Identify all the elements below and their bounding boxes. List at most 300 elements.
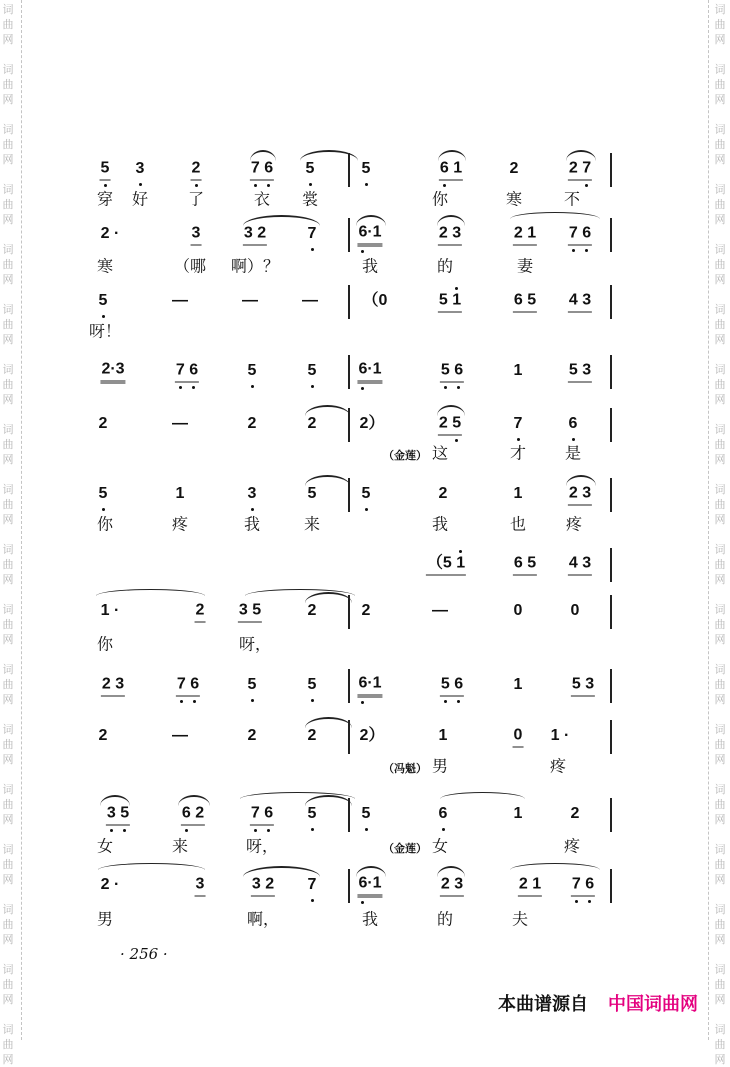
watermark-char: 词 xyxy=(714,1023,726,1036)
note: （5 1 xyxy=(426,555,466,576)
low-octave-dot xyxy=(267,829,270,832)
watermark-char: 词 xyxy=(2,963,14,976)
note: 2 3 xyxy=(438,225,462,246)
lyric: 不 xyxy=(563,189,581,209)
lyric: 了 xyxy=(187,189,205,209)
watermark-char: 曲 xyxy=(2,618,14,631)
watermark-char: 网 xyxy=(714,273,726,286)
low-octave-dot xyxy=(110,829,113,832)
note: 2 7 xyxy=(568,160,592,181)
watermark-char: 网 xyxy=(714,753,726,766)
low-octave-dot xyxy=(311,248,314,251)
watermark-char: 曲 xyxy=(714,558,726,571)
note: 7 xyxy=(513,415,523,432)
watermark-char: 曲 xyxy=(714,1038,726,1051)
bar-line xyxy=(348,478,350,512)
note: 2 xyxy=(98,415,108,432)
note: 2 1 xyxy=(518,876,542,897)
slur xyxy=(438,150,466,161)
note: 6·1 xyxy=(357,224,382,247)
watermark-char: 词 xyxy=(714,903,726,916)
lyric: 是 xyxy=(564,443,582,463)
low-octave-dot xyxy=(251,699,254,702)
low-octave-dot xyxy=(361,387,364,390)
watermark-char: 词 xyxy=(714,843,726,856)
watermark-char: 曲 xyxy=(2,18,14,31)
lyric: 来 xyxy=(171,836,189,856)
margin-dashed-line-left xyxy=(21,0,22,1040)
note: 5 xyxy=(307,362,317,379)
note: 7 xyxy=(307,876,317,893)
watermark-char: 曲 xyxy=(2,138,14,151)
watermark-char: 词 xyxy=(2,123,14,136)
note: 2 xyxy=(195,602,206,623)
slur xyxy=(178,795,210,806)
watermark-char: 曲 xyxy=(714,978,726,991)
slur xyxy=(250,150,276,161)
low-octave-dot xyxy=(457,386,460,389)
low-octave-dot xyxy=(185,829,188,832)
watermark-char: 网 xyxy=(714,1053,726,1066)
note: 7 6 xyxy=(571,876,595,897)
lyric: 也 xyxy=(509,514,527,534)
slur xyxy=(243,866,320,877)
note: 5 1 xyxy=(438,292,462,313)
note: 5 3 xyxy=(571,676,595,697)
lyric: 疼 xyxy=(171,514,189,534)
lyric: 夫 xyxy=(511,909,529,929)
note: 2 · xyxy=(100,225,120,242)
watermark-char: 曲 xyxy=(714,918,726,931)
footer-source-label: 本曲谱源自 xyxy=(498,994,588,1015)
note: — xyxy=(172,415,188,432)
low-octave-dot xyxy=(444,386,447,389)
watermark-char: 网 xyxy=(2,93,14,106)
watermark-char: 网 xyxy=(714,993,726,1006)
watermark-char: 网 xyxy=(714,93,726,106)
low-octave-dot xyxy=(572,249,575,252)
watermark-char: 曲 xyxy=(2,558,14,571)
note: 5 xyxy=(307,676,317,693)
note: 0 xyxy=(513,602,523,619)
watermark-char: 网 xyxy=(714,633,726,646)
slur xyxy=(243,215,320,226)
low-octave-dot xyxy=(251,385,254,388)
note: 3 5 xyxy=(106,805,130,826)
slur xyxy=(437,405,465,416)
watermark-char: 曲 xyxy=(714,438,726,451)
note: 2） xyxy=(359,727,385,744)
margin-dashed-line-right xyxy=(708,0,709,1040)
low-octave-dot xyxy=(123,829,126,832)
watermark-char: 网 xyxy=(714,33,726,46)
bar-line xyxy=(348,218,350,252)
watermark-char: 网 xyxy=(714,573,726,586)
note: 6·1 xyxy=(357,675,382,698)
watermark-char: 网 xyxy=(714,153,726,166)
note: 2 xyxy=(307,602,317,619)
note: （0 xyxy=(362,292,388,309)
note: 2 xyxy=(247,415,257,432)
watermark-char: 曲 xyxy=(2,918,14,931)
low-octave-dot xyxy=(457,700,460,703)
note: 3 xyxy=(191,225,202,246)
slur xyxy=(96,589,205,596)
low-octave-dot xyxy=(192,386,195,389)
low-octave-dot xyxy=(575,900,578,903)
note: 2 · xyxy=(100,876,120,893)
watermark-char: 网 xyxy=(2,33,14,46)
watermark-char: 曲 xyxy=(2,798,14,811)
note: 1 xyxy=(513,485,523,502)
low-octave-dot xyxy=(180,700,183,703)
note: 6 2 xyxy=(181,805,205,826)
lyric: 呀！ xyxy=(88,321,122,341)
note: 5 xyxy=(307,805,317,822)
watermark-char: 曲 xyxy=(2,498,14,511)
watermark-char: 曲 xyxy=(714,78,726,91)
note: 6·1 xyxy=(357,361,382,384)
note: 5 xyxy=(98,485,108,502)
lyric: 的 xyxy=(436,909,454,929)
note: 2 xyxy=(307,415,317,432)
watermark-char: 词 xyxy=(2,303,14,316)
watermark-char: 词 xyxy=(2,363,14,376)
lyric: 穿 xyxy=(96,189,114,209)
slur xyxy=(356,866,386,877)
watermark-char: 网 xyxy=(2,693,14,706)
watermark-char: 网 xyxy=(2,873,14,886)
bar-line xyxy=(348,285,350,319)
slur xyxy=(356,215,386,226)
low-octave-dot xyxy=(179,386,182,389)
note: 1 xyxy=(513,676,523,693)
singer-role-label: （金莲） xyxy=(383,842,427,855)
note: 5 xyxy=(305,160,315,177)
watermark-char: 曲 xyxy=(2,258,14,271)
watermark-char: 网 xyxy=(714,453,726,466)
bar-line xyxy=(610,595,612,629)
slur xyxy=(510,863,600,870)
note: 1 xyxy=(438,727,448,744)
note: 7 6 xyxy=(250,805,274,826)
watermark-char: 曲 xyxy=(2,738,14,751)
watermark-char: 词 xyxy=(2,63,14,76)
watermark-char: 曲 xyxy=(714,18,726,31)
note: 3 2 xyxy=(243,225,267,246)
watermark-char: 词 xyxy=(714,183,726,196)
lyric: 疼 xyxy=(563,836,581,856)
low-octave-dot xyxy=(193,700,196,703)
lyric: 男 xyxy=(431,756,449,776)
note: 5 xyxy=(98,292,108,309)
lyric: 呀， xyxy=(245,836,279,856)
high-octave-dot xyxy=(455,287,458,290)
watermark-char: 词 xyxy=(714,243,726,256)
watermark-char: 曲 xyxy=(2,1038,14,1051)
watermark-char: 词 xyxy=(714,423,726,436)
note: 2 3 xyxy=(440,876,464,897)
note: — xyxy=(302,292,318,309)
note: 2 xyxy=(509,160,519,177)
watermark-char: 曲 xyxy=(2,318,14,331)
note: 4 3 xyxy=(568,555,592,576)
low-octave-dot xyxy=(588,900,591,903)
note: 3 xyxy=(247,485,257,502)
note: 5 xyxy=(361,805,371,822)
note: 1 xyxy=(513,805,523,822)
watermark-char: 曲 xyxy=(2,678,14,691)
watermark-char: 词 xyxy=(2,483,14,496)
watermark-char: 词 xyxy=(2,543,14,556)
watermark-char: 网 xyxy=(2,333,14,346)
watermark-char: 曲 xyxy=(714,138,726,151)
watermark-char: 网 xyxy=(714,933,726,946)
slur xyxy=(305,475,350,486)
watermark-char: 网 xyxy=(714,813,726,826)
note: 6 5 xyxy=(513,292,537,313)
slur xyxy=(440,792,525,799)
low-octave-dot xyxy=(361,250,364,253)
watermark-char: 网 xyxy=(714,513,726,526)
lyric: 你 xyxy=(431,189,449,209)
low-octave-dot xyxy=(311,899,314,902)
low-octave-dot xyxy=(365,828,368,831)
note: 2 xyxy=(570,805,580,822)
watermark-char: 网 xyxy=(2,633,14,646)
watermark-char: 词 xyxy=(2,603,14,616)
watermark-char: 词 xyxy=(714,963,726,976)
watermark-char: 曲 xyxy=(2,78,14,91)
low-octave-dot xyxy=(365,508,368,511)
watermark-char: 网 xyxy=(714,693,726,706)
watermark-char: 网 xyxy=(2,1053,14,1066)
watermark-char: 词 xyxy=(714,483,726,496)
watermark-char: 曲 xyxy=(714,798,726,811)
note: 2 xyxy=(98,727,108,744)
note: 1 · xyxy=(550,727,570,744)
note: 3 2 xyxy=(251,876,275,897)
note: 2 xyxy=(307,727,317,744)
note: 7 6 xyxy=(250,160,274,181)
bar-line xyxy=(348,355,350,389)
low-octave-dot xyxy=(442,828,445,831)
watermark-char: 网 xyxy=(2,393,14,406)
note: 7 6 xyxy=(176,676,200,697)
footer-site-name[interactable]: 中国词曲网 xyxy=(608,994,698,1015)
low-octave-dot xyxy=(311,699,314,702)
watermark-char: 词 xyxy=(2,903,14,916)
lyric: 我 xyxy=(361,256,379,276)
lyric: 寒 xyxy=(505,189,523,209)
watermark-char: 词 xyxy=(714,303,726,316)
lyric: 来 xyxy=(303,514,321,534)
bar-line xyxy=(610,355,612,389)
singer-role-label: （冯魁） xyxy=(383,762,427,775)
watermark-char: 网 xyxy=(714,873,726,886)
watermark-char: 网 xyxy=(2,213,14,226)
watermark-char: 词 xyxy=(2,843,14,856)
lyric: 啊， xyxy=(246,909,280,929)
note: 2·3 xyxy=(100,361,125,384)
watermark-char: 词 xyxy=(714,663,726,676)
watermark-char: 网 xyxy=(2,813,14,826)
note: 0 xyxy=(513,727,524,748)
bar-line xyxy=(610,798,612,832)
low-octave-dot xyxy=(585,184,588,187)
note: — xyxy=(172,727,188,744)
low-octave-dot xyxy=(361,701,364,704)
low-octave-dot xyxy=(585,249,588,252)
bar-line xyxy=(348,595,350,629)
bar-line xyxy=(610,153,612,187)
note: 3 5 xyxy=(238,602,262,623)
lyric: 我 xyxy=(243,514,261,534)
note: 3 xyxy=(135,160,145,177)
note: 4 3 xyxy=(568,292,592,313)
lyric: 衣 xyxy=(253,189,271,209)
note: 7 6 xyxy=(568,225,592,246)
note: 2 5 xyxy=(438,415,462,436)
watermark-char: 词 xyxy=(714,123,726,136)
watermark-char: 词 xyxy=(714,363,726,376)
bar-line xyxy=(610,285,612,319)
lyric: 的 xyxy=(436,256,454,276)
watermark-char: 曲 xyxy=(714,618,726,631)
singer-role-label: （金莲） xyxy=(383,449,427,462)
lyric: 呀， xyxy=(238,634,272,654)
watermark-char: 词 xyxy=(2,663,14,676)
bar-line xyxy=(610,720,612,754)
note: 2） xyxy=(359,415,385,432)
lyric: 妻 xyxy=(516,256,534,276)
note: 1 xyxy=(175,485,185,502)
note: 6 xyxy=(568,415,578,432)
high-octave-dot xyxy=(459,550,462,553)
watermark-char: 网 xyxy=(2,153,14,166)
note: 6·1 xyxy=(357,875,382,898)
note: 6 1 xyxy=(439,160,463,181)
watermark-char: 网 xyxy=(714,393,726,406)
lyric: 女 xyxy=(96,836,114,856)
slur xyxy=(510,212,600,219)
slur xyxy=(305,717,352,728)
lyric: 好 xyxy=(131,189,149,209)
watermark-char: 词 xyxy=(2,1023,14,1036)
bar-line xyxy=(348,720,350,754)
note: 5 6 xyxy=(440,676,464,697)
low-octave-dot xyxy=(254,829,257,832)
watermark-char: 网 xyxy=(2,753,14,766)
lyric: 你 xyxy=(96,634,114,654)
watermark-char: 曲 xyxy=(2,438,14,451)
note: — xyxy=(172,292,188,309)
note: 5 3 xyxy=(568,362,592,383)
note: 5 xyxy=(100,160,111,181)
note: 2 xyxy=(438,485,448,502)
bar-line xyxy=(610,478,612,512)
bar-line xyxy=(348,798,350,832)
watermark-char: 曲 xyxy=(714,318,726,331)
bar-line xyxy=(610,218,612,252)
lyric: 疼 xyxy=(565,514,583,534)
watermark-char: 曲 xyxy=(2,198,14,211)
note: 5 xyxy=(247,676,257,693)
note: 6 xyxy=(438,805,448,822)
bar-line xyxy=(610,548,612,582)
note: 3 xyxy=(195,876,206,897)
lyric: 啊）？ xyxy=(230,256,280,276)
low-octave-dot xyxy=(361,901,364,904)
note: 5 xyxy=(361,485,371,502)
watermark-char: 网 xyxy=(2,573,14,586)
bar-line xyxy=(348,153,350,187)
note: 2 xyxy=(361,602,371,619)
slur xyxy=(437,215,465,226)
watermark-char: 曲 xyxy=(714,678,726,691)
bar-line xyxy=(610,869,612,903)
watermark-char: 网 xyxy=(2,513,14,526)
note: 0 xyxy=(570,602,580,619)
watermark-char: 词 xyxy=(714,603,726,616)
note: 2 xyxy=(191,160,202,181)
watermark-char: 词 xyxy=(714,543,726,556)
watermark-char: 曲 xyxy=(714,498,726,511)
watermark-char: 曲 xyxy=(2,378,14,391)
watermark-char: 曲 xyxy=(2,978,14,991)
note: 2 3 xyxy=(568,485,592,506)
watermark-char: 词 xyxy=(2,243,14,256)
watermark-char: 词 xyxy=(714,63,726,76)
lyric: 我 xyxy=(431,514,449,534)
slur xyxy=(437,866,465,877)
watermark-char: 词 xyxy=(2,423,14,436)
watermark-char: 网 xyxy=(2,993,14,1006)
lyric: 我 xyxy=(361,909,379,929)
watermark-char: 网 xyxy=(2,453,14,466)
lyric: 这 xyxy=(431,443,449,463)
note: 5 xyxy=(361,160,371,177)
slur xyxy=(305,405,350,416)
low-octave-dot xyxy=(365,183,368,186)
lyric: 寒 xyxy=(96,256,114,276)
bar-line xyxy=(610,408,612,442)
note: 1 · xyxy=(100,602,120,619)
note: 6 5 xyxy=(513,555,537,576)
bar-line xyxy=(348,869,350,903)
slur xyxy=(566,475,596,486)
bar-line xyxy=(610,669,612,703)
note: 5 xyxy=(247,362,257,379)
note: 5 xyxy=(307,485,317,502)
low-octave-dot xyxy=(311,828,314,831)
watermark-char: 词 xyxy=(2,783,14,796)
page-number: · 256 · xyxy=(120,945,168,963)
watermark-char: 网 xyxy=(714,333,726,346)
slur xyxy=(100,795,130,806)
watermark-char: 词 xyxy=(714,3,726,16)
bar-line xyxy=(348,408,350,442)
note: 1 xyxy=(513,362,523,379)
watermark-char: 词 xyxy=(714,783,726,796)
watermark-char: 网 xyxy=(2,273,14,286)
watermark-char: 词 xyxy=(2,723,14,736)
watermark-char: 曲 xyxy=(714,378,726,391)
watermark-char: 词 xyxy=(2,3,14,16)
watermark-char: 词 xyxy=(714,723,726,736)
watermark-char: 网 xyxy=(714,213,726,226)
lyric: 裳 xyxy=(301,189,319,209)
